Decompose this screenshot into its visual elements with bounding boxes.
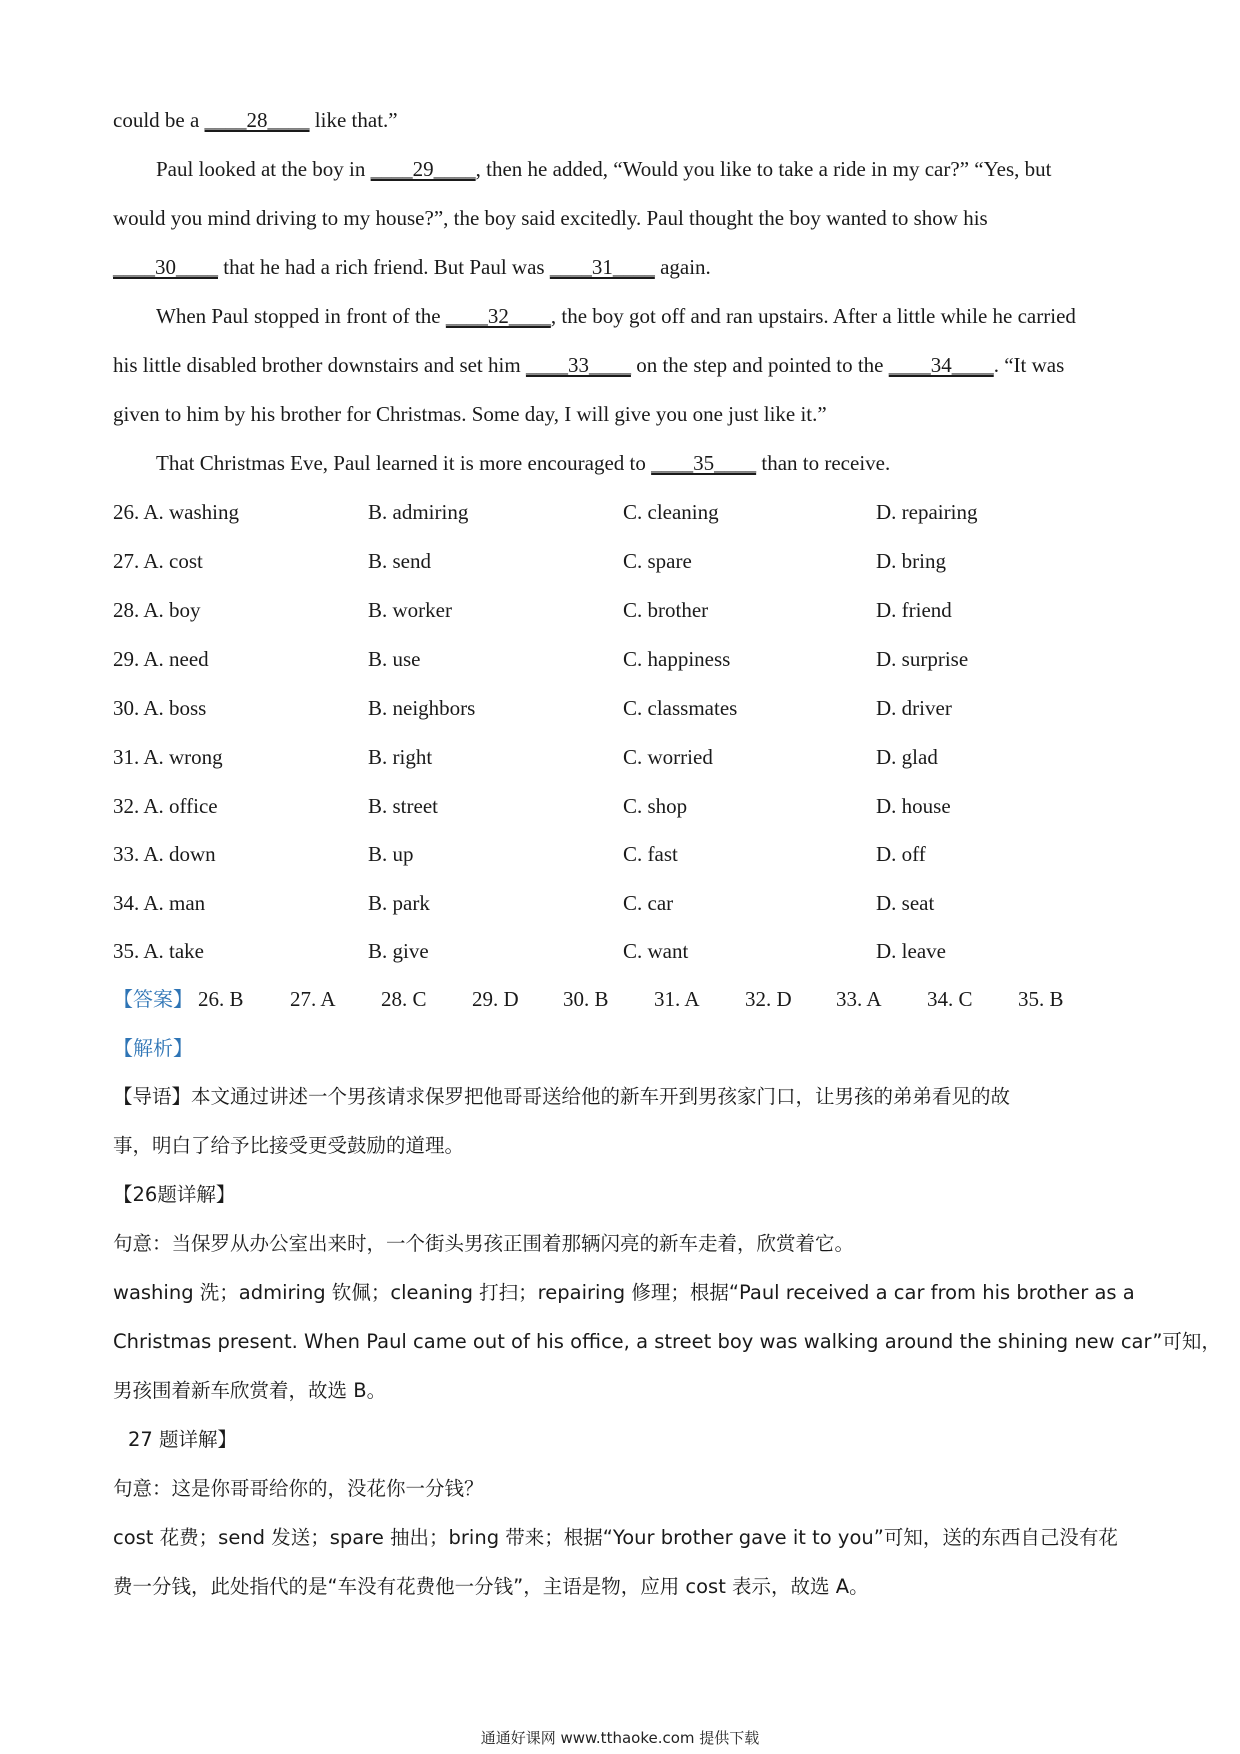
page-footer: 通通好课网 www.tthaoke.com 提供下载 — [480, 1729, 760, 1747]
option-c: C. classmates — [623, 696, 738, 720]
q26-line-2: washing 洗；admiring 钦佩；cleaning 打扫；repairing 修理；根据“Paul received a car from his brother as a — [113, 1281, 1135, 1304]
option-a: 26. A. washing — [113, 500, 239, 524]
option-a: 34. A. man — [113, 891, 206, 915]
passage-line-7: given to him by his brother for Christmas. Some day, I will give you one just like it.” — [113, 402, 827, 426]
option-b: B. street — [368, 794, 438, 818]
option-a: 35. A. take — [113, 939, 204, 963]
blank-34: ____34____ — [888, 353, 994, 377]
blank-29: ____29____ — [370, 157, 476, 181]
option-b: B. right — [368, 745, 433, 769]
passage-line-4 — [113, 253, 711, 281]
passage-line-6 — [113, 351, 1064, 379]
intro-line-1: 【导语】本文通过讲述一个男孩请求保罗把他哥哥送给他的新车开到男孩家门口，让男孩的弟弟看见的故 — [113, 1085, 1011, 1108]
option-c: C. happiness — [623, 647, 731, 671]
option-row-33 — [113, 840, 1133, 868]
option-row-29 — [113, 645, 1133, 673]
option-b: B. send — [368, 549, 431, 573]
answer-item: 32. D — [745, 987, 792, 1011]
passage-text: than to receive. — [756, 451, 891, 475]
blank-30: ____30____ — [113, 255, 218, 279]
answer-item: 27. A — [290, 987, 336, 1011]
q26-title: 【26题详解】 — [113, 1183, 236, 1206]
blank-33: ____33____ — [525, 353, 631, 377]
option-a: 33. A. down — [113, 842, 216, 866]
option-c: C. cleaning — [623, 500, 719, 524]
option-c: C. shop — [623, 794, 688, 818]
intro-line-2: 事，明白了给予比接受更受鼓励的道理。 — [113, 1134, 465, 1157]
q26-line-4: 男孩围着新车欣赏着，故选 B。 — [113, 1379, 387, 1402]
answer-item: 34. C — [927, 987, 973, 1011]
option-row-31 — [113, 743, 1133, 771]
q27-line-2: cost 花费；send 发送；spare 抽出；bring 带来；根据“Your brother gave it to you”可知，送的东西自己没有花 — [113, 1526, 1118, 1549]
option-row-27 — [113, 547, 1133, 575]
option-b: B. neighbors — [368, 696, 476, 720]
option-b: B. worker — [368, 598, 452, 622]
answer-item: 30. B — [563, 987, 609, 1011]
option-a: 28. A. boy — [113, 598, 201, 622]
option-row-35 — [113, 937, 1133, 965]
passage-line-3: would you mind driving to my house?”, the boy said excitedly. Paul thought the boy wanted to show his — [113, 206, 988, 230]
option-a: 30. A. boss — [113, 696, 207, 720]
option-row-34 — [113, 889, 1133, 917]
answer-item: 26. B — [198, 987, 244, 1011]
option-c: C. want — [623, 939, 689, 963]
option-d: D. friend — [876, 598, 952, 622]
option-a: 29. A. need — [113, 647, 209, 671]
passage-text: again. — [654, 255, 711, 279]
option-a: 31. A. wrong — [113, 745, 223, 769]
blank-31: ____31____ — [549, 255, 655, 279]
passage-text: That Christmas Eve, Paul learned it is more encouraged to — [156, 451, 652, 475]
passage-text: . “It was — [993, 353, 1065, 377]
option-b: B. up — [368, 842, 414, 866]
passage-line-2 — [156, 155, 1051, 183]
option-b: B. park — [368, 891, 430, 915]
option-row-30 — [113, 694, 1133, 722]
option-c: C. car — [623, 891, 674, 915]
option-c: C. brother — [623, 598, 709, 622]
answer-item: 35. B — [1018, 987, 1064, 1011]
passage-line-5 — [156, 302, 1076, 330]
q27-line-1: 句意：这是你哥哥给你的，没花你一分钱？ — [113, 1477, 484, 1500]
option-d: D. house — [876, 794, 951, 818]
option-row-26 — [113, 498, 1133, 526]
blank-28: ____28____ — [204, 108, 310, 132]
passage-text: on the step and pointed to the — [630, 353, 889, 377]
q26-line-1: 句意：当保罗从办公室出来时，一个街头男孩正围着那辆闪亮的新车走着，欣赏着它。 — [113, 1232, 855, 1255]
q26-line-3: Christmas present. When Paul came out of his office, a street boy was walking around the shining new car”可知， — [113, 1330, 1221, 1353]
answer-tag: 【答案】 — [113, 987, 193, 1011]
blank-32: ____32____ — [445, 304, 551, 328]
passage-line-1 — [113, 106, 398, 134]
option-d: D. repairing — [876, 500, 978, 524]
option-b: B. use — [368, 647, 421, 671]
passage-line-8 — [156, 449, 890, 477]
passage-text: like that.” — [309, 108, 398, 132]
option-d: D. driver — [876, 696, 952, 720]
passage-text: that he had a rich friend. But Paul was — [218, 255, 550, 279]
option-d: D. surprise — [876, 647, 969, 671]
answer-item: 28. C — [381, 987, 427, 1011]
answer-item: 31. A — [654, 987, 700, 1011]
option-d: D. glad — [876, 745, 938, 769]
option-d: D. leave — [876, 939, 946, 963]
option-d: D. bring — [876, 549, 946, 573]
passage-text: When Paul stopped in front of the — [156, 304, 446, 328]
answer-item: 29. D — [472, 987, 519, 1011]
option-row-28 — [113, 596, 1133, 624]
answer-item: 33. A — [836, 987, 882, 1011]
blank-35: ____35____ — [651, 451, 757, 475]
q27-title: 27 题详解】 — [128, 1428, 238, 1451]
option-b: B. admiring — [368, 500, 469, 524]
passage-text: his little disabled brother downstairs and set him — [113, 353, 526, 377]
q27-line-3: 费一分钱，此处指代的是“车没有花费他一分钱”，主语是物，应用 cost 表示，故选 A。 — [113, 1575, 869, 1598]
option-b: B. give — [368, 939, 429, 963]
option-a: 27. A. cost — [113, 549, 203, 573]
answer-row — [113, 985, 1133, 1013]
passage-text: Paul looked at the boy in — [156, 157, 371, 181]
passage-text: , the boy got off and ran upstairs. After a little while he carried — [550, 304, 1076, 328]
option-d: D. off — [876, 842, 926, 866]
passage-text: , then he added, “Would you like to take a ride in my car?” “Yes, but — [475, 157, 1052, 181]
option-row-32 — [113, 792, 1133, 820]
option-c: C. fast — [623, 842, 678, 866]
option-d: D. seat — [876, 891, 935, 915]
analysis-tag: 【解析】 — [113, 1036, 193, 1060]
option-a: 32. A. office — [113, 794, 218, 818]
passage-text: could be a — [113, 108, 205, 132]
option-c: C. spare — [623, 549, 692, 573]
option-c: C. worried — [623, 745, 713, 769]
